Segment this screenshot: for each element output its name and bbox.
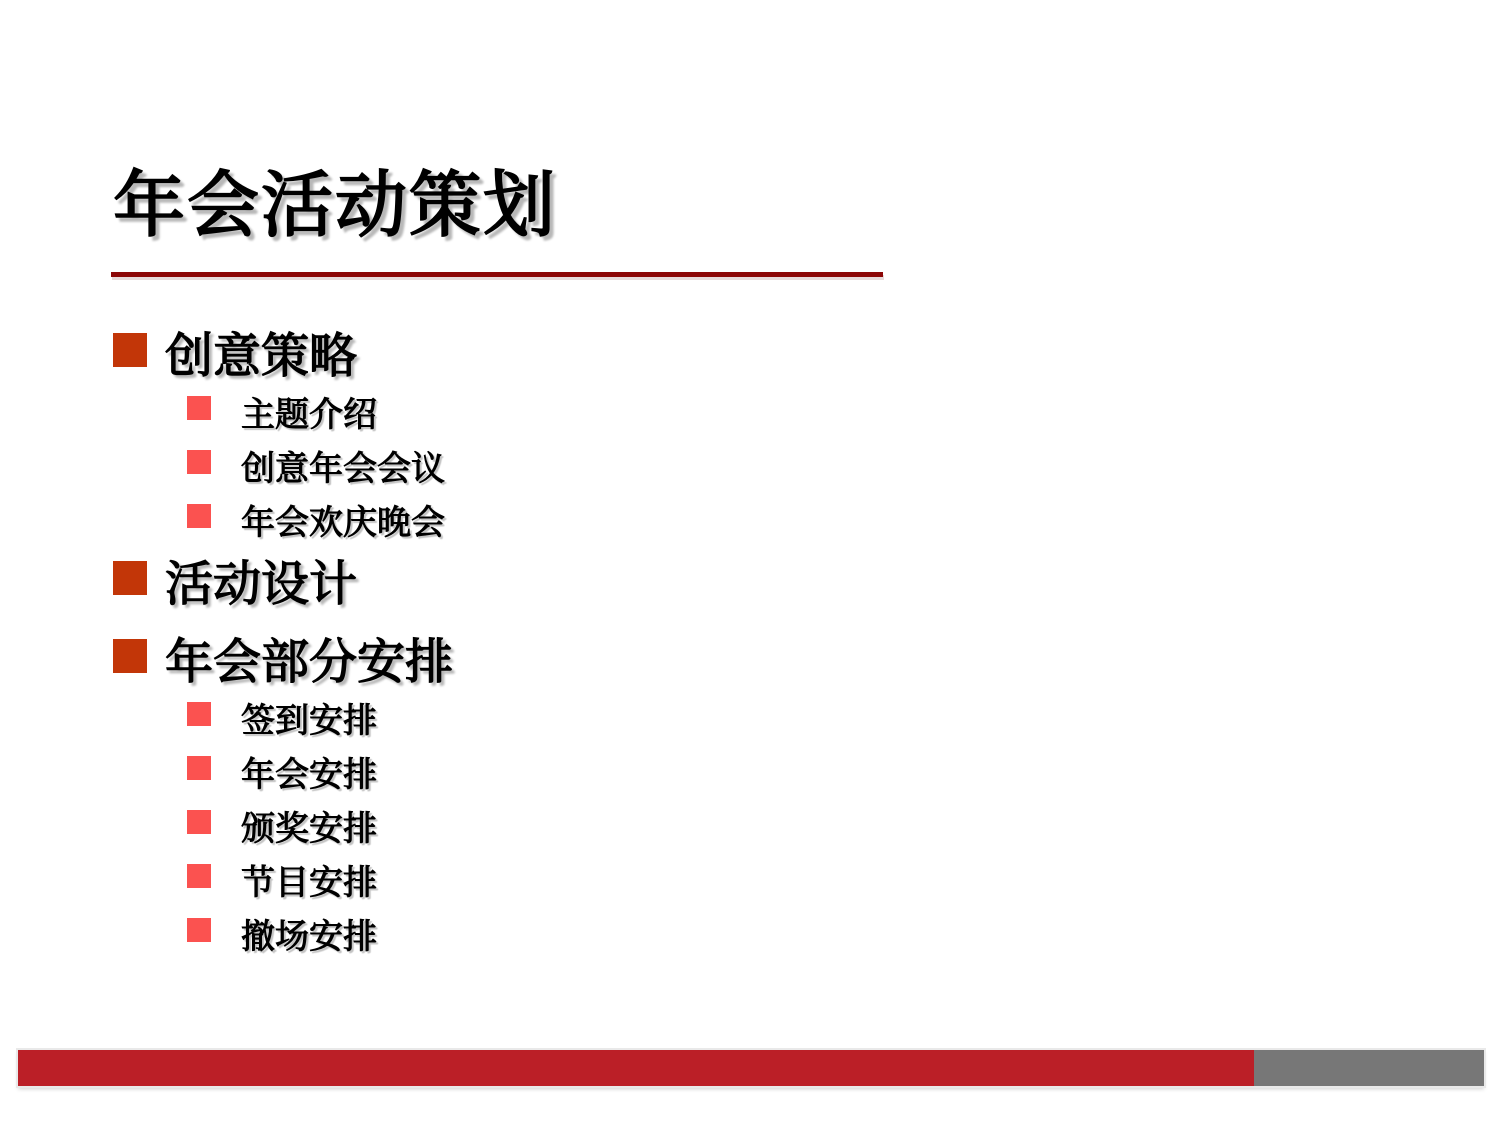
bullet-square-icon [187, 450, 211, 474]
outline-item [113, 690, 1313, 744]
outline-item-label: 活动设计 [165, 555, 358, 612]
slide-title: 年会活动策划 [113, 163, 558, 247]
title-underline [111, 272, 883, 277]
outline-item-label: 创意策略 [165, 327, 358, 384]
outline-item [113, 906, 1313, 960]
bullet-square-icon [187, 864, 211, 888]
outline-list [113, 318, 1313, 960]
bullet-square-icon [187, 918, 211, 942]
bullet-square-icon [113, 561, 147, 595]
outline-item-label: 颁奖安排 [241, 808, 377, 849]
outline-item-label: 节目安排 [241, 862, 377, 903]
outline-item [113, 492, 1313, 546]
outline-item-label: 主题介绍 [241, 394, 377, 435]
outline-item [113, 744, 1313, 798]
outline-item-label: 创意年会会议 [241, 448, 445, 489]
bullet-square-icon [113, 333, 147, 367]
outline-item [113, 624, 1313, 690]
bullet-square-icon [187, 504, 211, 528]
footer-red-bar [18, 1050, 1254, 1086]
bullet-square-icon [113, 639, 147, 673]
outline-item-label: 年会安排 [241, 754, 377, 795]
outline-item-label: 年会部分安排 [165, 633, 454, 690]
outline-item-label: 年会欢庆晚会 [241, 502, 445, 543]
bullet-square-icon [187, 810, 211, 834]
outline-item [113, 852, 1313, 906]
bullet-square-icon [187, 396, 211, 420]
outline-item [113, 384, 1313, 438]
bullet-square-icon [187, 702, 211, 726]
outline-item [113, 318, 1313, 384]
outline-item-label: 签到安排 [241, 700, 377, 741]
footer-gray-bar [1254, 1050, 1484, 1086]
outline-item-label: 撤场安排 [241, 916, 377, 957]
outline-item [113, 546, 1313, 612]
footer-bar [18, 1050, 1484, 1086]
outline-item [113, 438, 1313, 492]
outline-item [113, 798, 1313, 852]
bullet-square-icon [187, 756, 211, 780]
